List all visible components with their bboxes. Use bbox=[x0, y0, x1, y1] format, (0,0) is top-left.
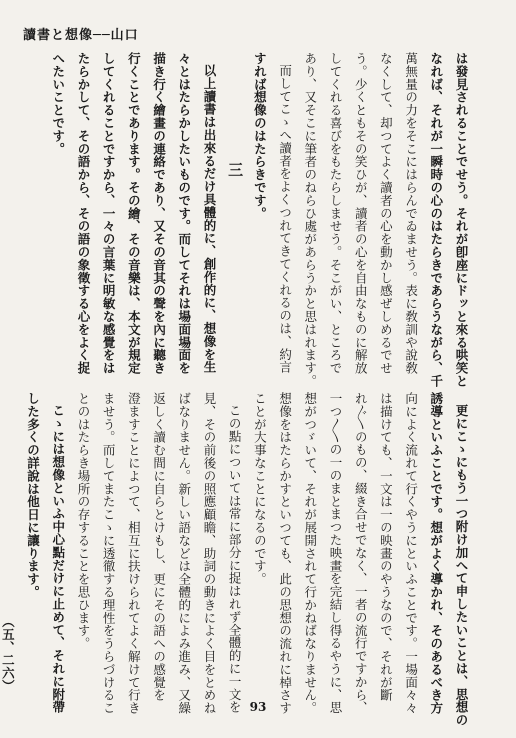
upper-text-line: は發見されることでせう。それが卽座にドッと來る哄笑と bbox=[454, 52, 469, 388]
upper-text-line: へたいことです。 bbox=[50, 52, 66, 156]
lower-text-line: 向によく流れて行くやうにといふことです。一場面々々 bbox=[403, 392, 419, 715]
lower-text-line: ことが大事なことになるのです。 bbox=[252, 392, 268, 586]
upper-text-line: すれば想像のはたらきです。 bbox=[252, 52, 268, 220]
upper-text-line: 以上讀書は出來るだけ具體的に、創作的に、想像を生 bbox=[201, 64, 217, 374]
upper-text-line: 描き行く繪畫の連絡であり、又その音其の聲を內に聽き bbox=[151, 52, 167, 375]
running-header: 讀書と想像──山口 bbox=[23, 28, 139, 43]
upper-text-line: なくして、却つてよく讀者の心を動かし感ぜしめるでせ bbox=[378, 52, 394, 375]
lower-text-line: （五、二六） bbox=[0, 614, 16, 692]
lower-text-line: 一つ〳〵の一のまとまつた映畫を完結し得るやうに、思 bbox=[327, 392, 343, 715]
lower-text-line: した多くの詳說は他日に讓ります。 bbox=[25, 392, 41, 599]
lower-text-line: 誘導といふことです。想がよく導かれ、そのあるべき方 bbox=[428, 392, 444, 715]
lower-text-line: この點については常に部分に捉はれず全體的に一文を bbox=[227, 404, 243, 714]
upper-text-line: う。少くともその笑ひが、讀者の心を自由なものに解放 bbox=[353, 52, 369, 375]
upper-text-line: あり、又そこに筆者のねらひ處があらうかと思はれます。 bbox=[302, 52, 318, 388]
upper-text-line: 々とはたらかしたいものです。而してそれは場面場面を bbox=[176, 52, 192, 375]
upper-text-line: してくれる喜びをもたらしませう。そこがい、ところで bbox=[327, 52, 343, 375]
lower-text-line: は描けても、一文は一の映畫のやうなので、それが斷 bbox=[378, 392, 394, 702]
upper-text-line: 萬無量の力をそこにはらんでゐませう。表に敎訓や說敎 bbox=[403, 52, 419, 375]
lower-text-line: 澄ますことによつて、相互に扶けられてよく解けて行き bbox=[126, 392, 142, 715]
lower-text-line: ばなりません。新しい語などは全體的によみ進み、又繰 bbox=[176, 392, 192, 715]
upper-text-line: 而してこゝへ讀者をよくつれてきてくれるのは、約言 bbox=[277, 64, 293, 374]
lower-text-line: こゝには想像といふ中心點だけに止めて、それに附帶 bbox=[50, 404, 66, 714]
upper-text-line: なれば、それが一瞬時の心のはたらきであらうながら、千 bbox=[428, 52, 444, 388]
lower-text-line: 返しく讀む間に自らとけもし、更にその語への感覺を bbox=[151, 392, 167, 702]
page-number: 93 bbox=[249, 700, 267, 714]
section-number: 三 bbox=[226, 162, 245, 179]
lower-text-line: れ〴〵のもの、綴き合せでなく、一者の流行ですから、 bbox=[353, 392, 369, 715]
lower-text-line: とのはたらき場所の存することを思ひます。 bbox=[75, 392, 91, 650]
upper-text-line: してくれることですから、一々の言葉に明敏な感覺をは bbox=[101, 52, 117, 375]
lower-text-line: 更にこゝにもう一つ附け加へて申したいことは、思想の bbox=[454, 404, 469, 727]
lower-text-line: ませう。而してまたこゝに透徹する理性をうらづけるこ bbox=[101, 392, 117, 715]
upper-text-line: たらかして、その語から、その語の象徵する心をよく捉 bbox=[75, 52, 91, 375]
lower-text-line: 想がつゞいて、それが展開されて行かねばなりません。 bbox=[302, 392, 318, 715]
lower-text-line: 想像をはたらかすといつても、此の思想の流れに棹さす bbox=[277, 392, 293, 715]
upper-text-line: 行くことであります。その繪、その音樂は、本文が規定 bbox=[126, 52, 142, 375]
upper-text-block bbox=[14, 52, 474, 388]
lower-text-line: 見、その前後の照應顧瞻、助詞の動きによく目をとめね bbox=[201, 392, 217, 715]
